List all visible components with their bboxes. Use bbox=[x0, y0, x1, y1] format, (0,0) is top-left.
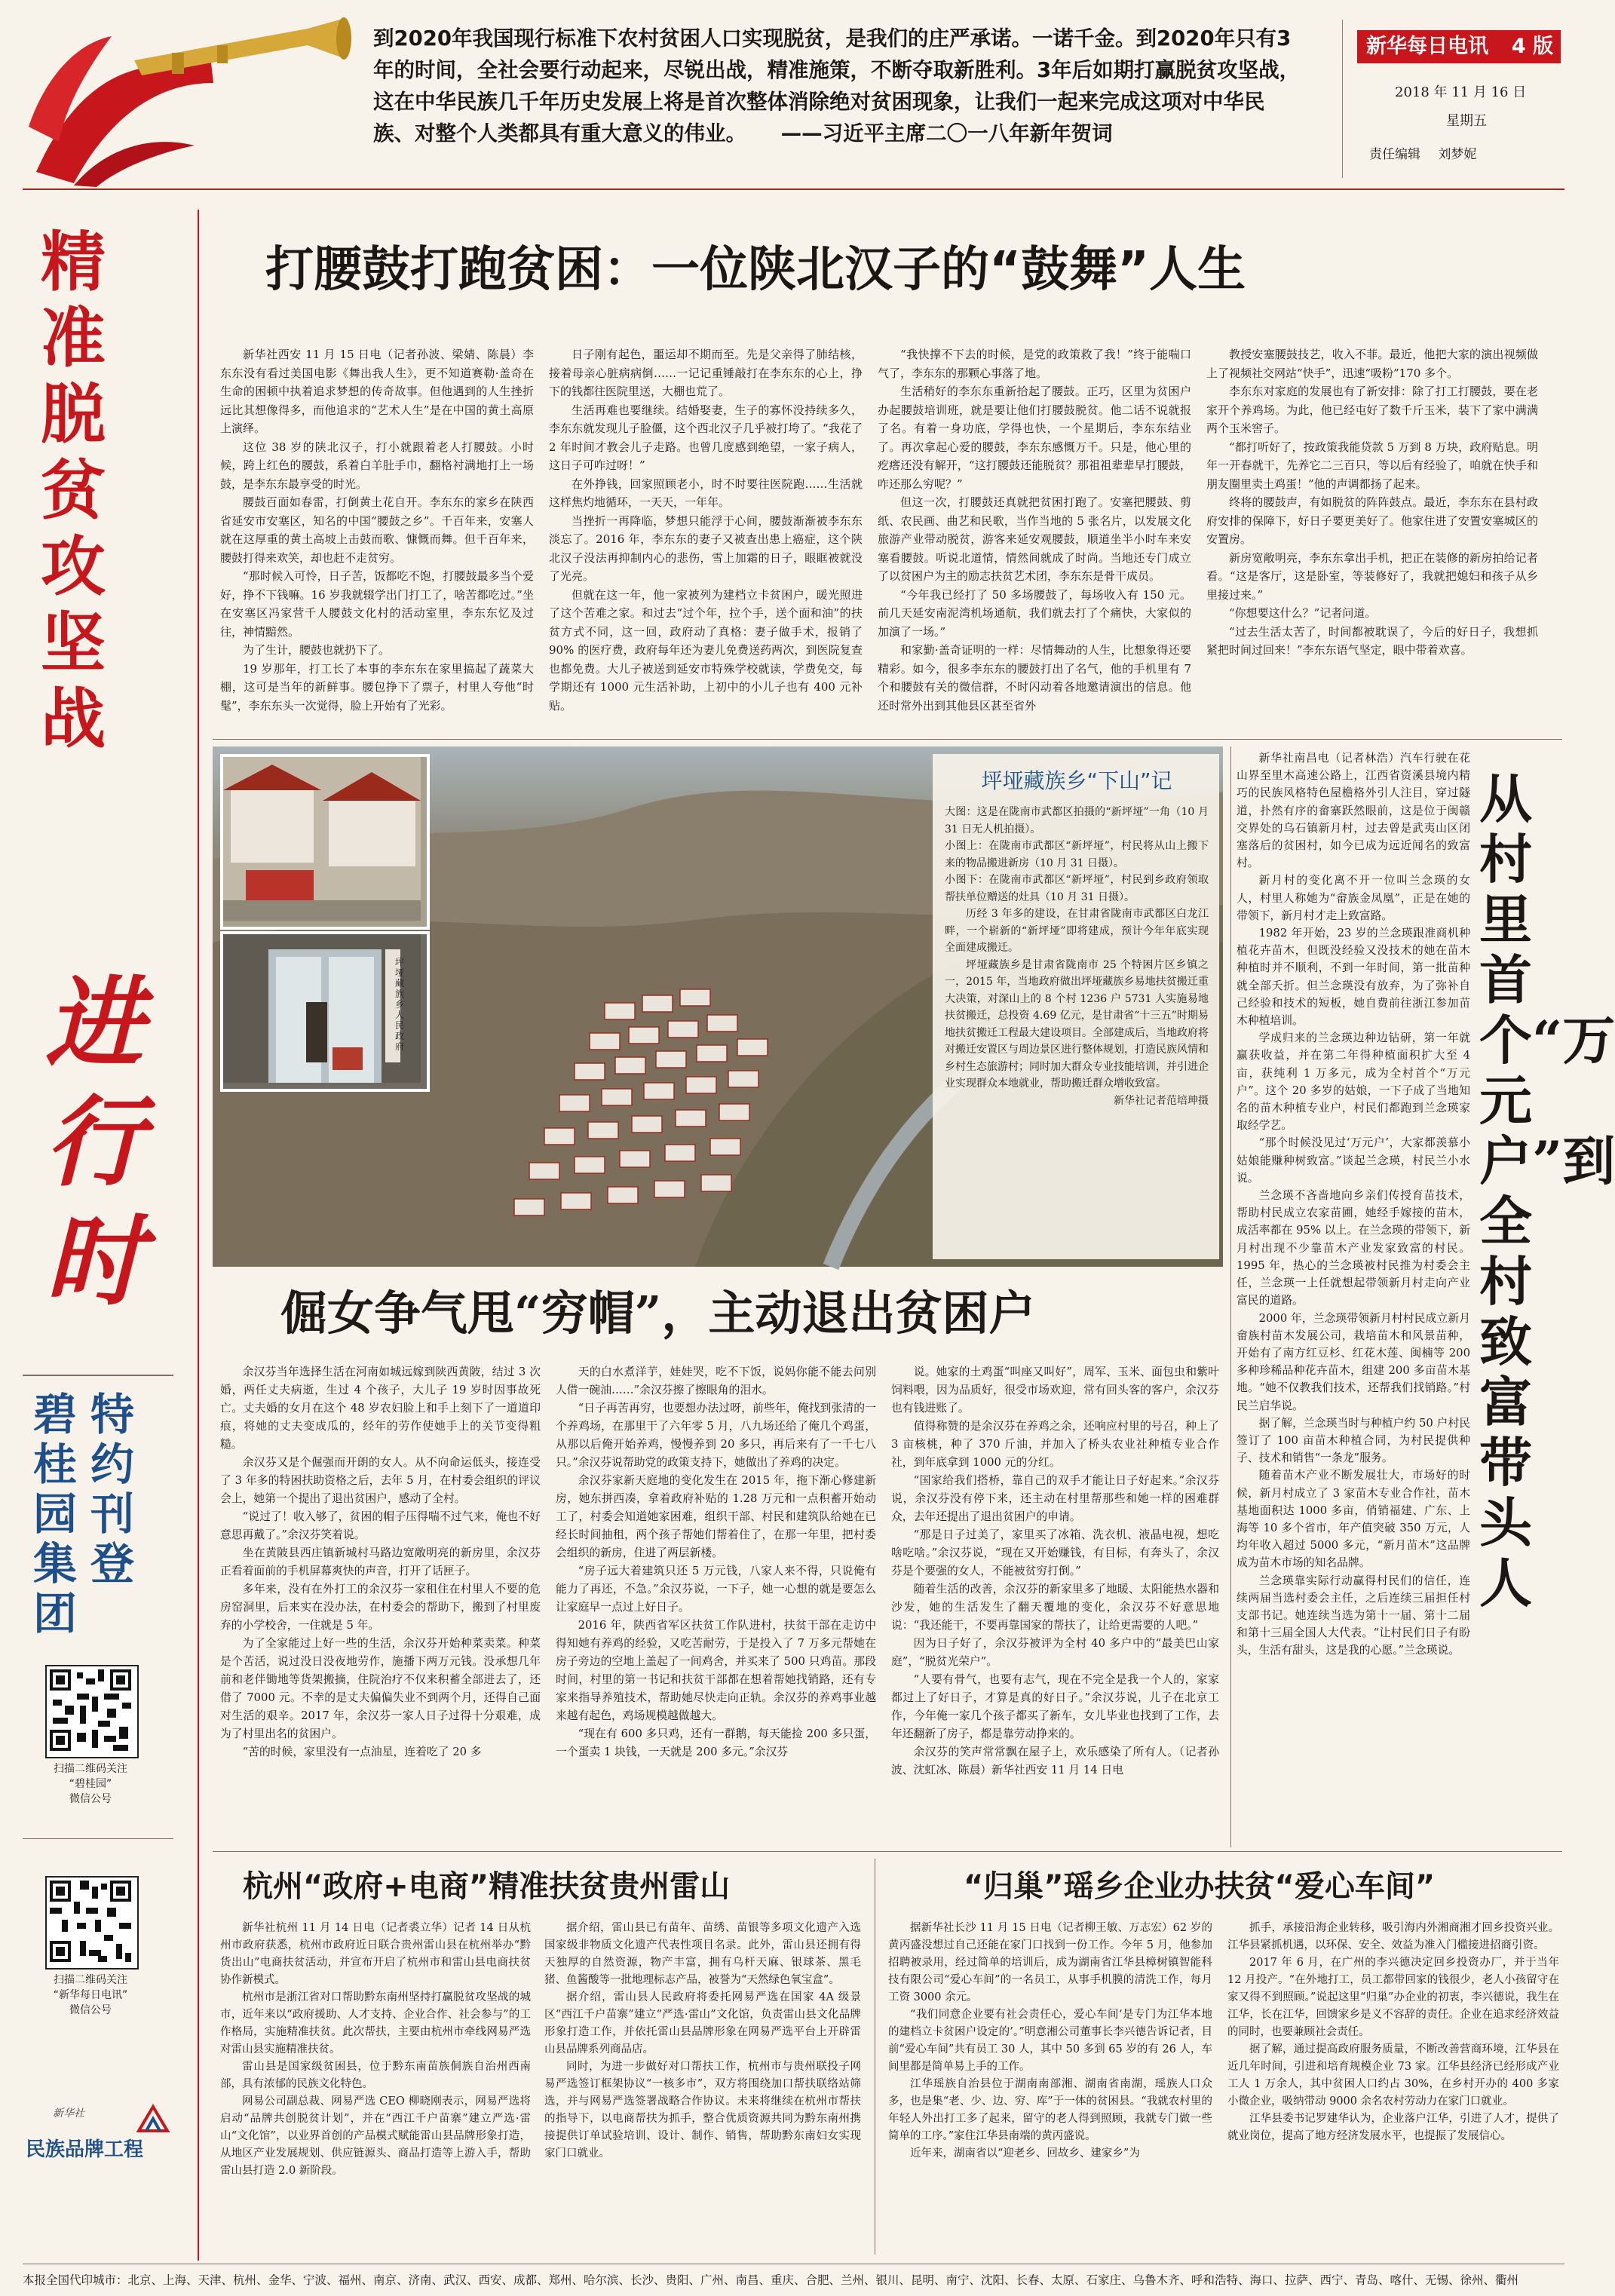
article-hangzhou-ecommerce bbox=[213, 1855, 869, 2255]
township-office-photo bbox=[220, 931, 430, 1092]
moving-belongings-photo bbox=[220, 754, 430, 930]
article5-headline: “归巢”瑶乡企业办扶贫“爱心车间” bbox=[964, 1869, 1436, 1904]
editor-credit bbox=[1369, 143, 1476, 162]
paragraph: 新房宽敞明亮，李东东拿出手机，把正在装修的新房拍给记者看。“这是客厅，这是卧室，等装修好了，我就把媳妇和孩子从乡里接过来。” bbox=[1206, 550, 1538, 602]
masthead bbox=[0, 0, 1585, 195]
paragraph: 余汉芬的笑声常常飘在屋子上，欢乐感染了所有人。（记者孙波、沈虹冰、陈晨）新华社西安 11 月 14 日电 bbox=[891, 1746, 1219, 1776]
article3-column-1 bbox=[220, 1363, 541, 1846]
article-wanyuanhu bbox=[1237, 746, 1615, 1847]
paragraph: “都打听好了，按政策我能贷款 5 万到 8 万块，政府贴息。明年一开春就干，先养它二三百只，等以后有经验了，咱就在快手和朋友圈里卖土鸡蛋！”他的声调都扬了起来。 bbox=[1206, 440, 1538, 491]
paragraph: 历经 3 年多的建设，在甘肃省陇南市武都区白龙江畔，一个崭新的“新坪垭”即将建成，预计今年年底实现全面建成搬迁。 bbox=[945, 908, 1209, 954]
quote-line-4: 族、对整个人类都具有重大意义的伟业。 bbox=[373, 121, 746, 146]
paragraph: 杭州市是浙江省对口帮助黔东南州坚持打赢脱贫攻坚战的城市，近年来以“政府援助、人才支持、企业合作、社会参与”的工作格局，实施精准扶贫。此次帮扶，主要由杭州市牵线网易严选对雷山县实施精准扶贫。 bbox=[220, 1991, 531, 2055]
paragraph: 据新华社长沙 11 月 15 日电（记者柳王敏、万志宏）62 岁的黄丙盛没想过自己还能在家门口找到一份工作。今年 5 月，他参加招聘被录用，经过简单的培训后，成为湖南省江华县樟树镇智能科技有限公司“爱心车间”的一名员工，从事手机膜的清洗工作，每月工资 3000 余元。 bbox=[888, 1922, 1212, 2003]
page-number: 4 版 bbox=[1511, 35, 1553, 58]
article1-column-2 bbox=[549, 345, 863, 737]
paragraph: 生活稍好的李东东重新拾起了腰鼓。正巧，区里为贫困户办起腰鼓培训班，就是要让他们打腰鼓脱贫。他二话不说就报了名。有着一身功底，学得也快，一个星期后，李东东结业了。再次拿起心爱的腰鼓，李东东感慨万千。只是，他心里的疙瘩还没有解开，“这打腰鼓还能脱贫？那祖祖辈辈早打腰鼓，咋还那么穷呢？” bbox=[878, 385, 1191, 491]
paragraph: “我们同意企业要有社会责任心，爱心车间‘是专门为江华本地的建档立卡贫困户设定的’。”明意湘公司董事长李兴德告诉记者，目前“爱心车间”共有员工 30 人，其中 50 多到 65 岁的有 26 人，车间里都是简单易上手的工作。 bbox=[888, 2009, 1212, 2073]
brand-mark-icon bbox=[136, 2104, 170, 2134]
paragraph: 兰念瑛靠实际行动赢得村民们的信任，连续两届当选村委会主任，之后连续三届担任村支部书记。她连续当选为第十一届、第十二届和第十三届全国人大代表。“让村民们日子有盼头，生活有甜头，这是我的心愿。”兰念瑛说。 bbox=[1237, 1574, 1470, 1657]
paragraph: 2017 年 6 月，在广州的李兴德决定回乡投资办厂，并于当年 12 月投产。“在外地打工，员工都带回家的钱很少，老人小孩留守在家又得不到照顾。”说起这里“归巢”办企业的初衷，李兴德说，我生在江华，长在江华，回馈家乡是义不容辞的责任。企业在追求经济效益的同时，也要兼顾社会责任。 bbox=[1227, 1957, 1559, 2038]
article2-body bbox=[1237, 749, 1470, 1843]
paragraph: “那个时候没见过‘万元户’，大家都羡慕小姑娘能赚种树致富。”谈起兰念瑛，村民兰小水说。 bbox=[1237, 1136, 1470, 1185]
article3-column-3 bbox=[891, 1363, 1219, 1846]
brand-logo bbox=[23, 2095, 173, 2185]
paragraph: 多年来，没有在外打工的余汉芬一家租住在村里人不要的危房窑洞里，后来实在没办法，在村委会的帮助下，搬到了村里废弃的小学校舍，一住就是 5 年。 bbox=[220, 1583, 541, 1632]
photo-caption-panel bbox=[933, 754, 1219, 1259]
paragraph: 但这一次，打腰鼓还真就把贫困打跑了。安塞把腰鼓、剪纸、农民画、曲艺和民歌，当作当地的 5 张名片，以发展文化旅游产业带动脱贫，游客来延安观腰鼓，顺道坐半小时车来安塞看腰鼓。听说北道情，情然间就成了时尚。当地还专门成立了以贫困户为主的励志扶贫艺术团，李东东是骨干成员。 bbox=[878, 495, 1191, 583]
paragraph: 坪垭藏族乡是甘肃省陇南市 25 个特困片区乡镇之一，2015 年，当地政府做出坪垭藏族乡易地扶贫搬迁重大决策，对深山上的 8 个村 1236 户 5731 人实施易地扶贫搬迁，总投资 4.69 亿元，是甘肃省“十三五”时期易地扶贫搬迁工程最大建设项目。全部建成后，当地政府将对搬迁安置区与周边景区进行整体规划，打造民族风情和乡村生态旅游村；同时加大群众专业技能培训，并引进企业实现群众本地就业，帮助搬迁群众增收致富。 bbox=[945, 958, 1209, 1090]
qr2-caption-line: 微信公号 bbox=[69, 2004, 112, 2016]
paper-nameplate bbox=[1357, 30, 1561, 63]
column-banner bbox=[23, 210, 192, 2261]
paragraph: 江华瑶族自治县位于湖南南部湘、湖南省南湖，瑶族人口众多，也是集“老、少、边、穷、库”于一体的贫困县。“我就农村里的年轻人外出打工多了起来，留守的老人得到照顾，我就专门做一些简单的工序。”家住江华县南端的黄丙盛说。 bbox=[888, 2078, 1212, 2142]
article4-column-1 bbox=[220, 1920, 531, 2252]
article1-column-4 bbox=[1206, 345, 1538, 737]
caption-text: 大图：这是在陇南市武都区拍摄的“新坪垭”一角（10 月 31 日无人机拍摄）。 bbox=[945, 806, 1209, 835]
brand-small-text: 新华社 bbox=[53, 2107, 84, 2120]
paragraph: 新华社南昌电（记者林浩）汽车行驶在花山界至里木高速公路上，江西省资溪县境内精巧的民族风格特色屋檐格外引人注目，穿过隧道，扑然有序的畲寨跃然眼前，这是位于闽赣交界处的乌石镇新月村，过去曾是武夷山区闭塞落后的贫困村，如今已成为远近闻名的致富村。 bbox=[1237, 752, 1470, 870]
sponsor-name: 碧桂园集团 bbox=[33, 1389, 78, 1639]
paragraph: 新华社西安 11 月 15 日电（记者孙波、梁婧、陈晨）李东东没有看过美国电影《舞出我人生》，更不知道赛勒·盖奇在生命的困顿中执着追求梦想的传奇故事。但他遇到的人生挫折远比其想像得多，而他追求的“艺术人生”是在中国的黄土高原上演绎。 bbox=[220, 348, 534, 435]
paragraph: 19 岁那年，打工长了本事的李东东在家里搞起了蔬菜大棚，这可是当年的新鲜事。腰包挣下了票子，村里人夸他“时髦”，李东东头一次觉得，脸上开始有了光彩。 bbox=[220, 661, 534, 713]
paragraph: 余汉芬家新天庭地的变化发生在 2015 年，拖下渐心修建新房，她东拼西凑，拿着政府补贴的 1.28 万元和一点积蓄开始动工了，村委会知道她家困难，组织干部、村民和建筑队给她在已经长时间抽租，两个孩子帮她们帮着住了，在那一年里，把村委会组织的新房，住进了两层新楼。 bbox=[556, 1474, 876, 1559]
qr1-caption bbox=[23, 1761, 158, 1807]
quote-line-2: 年的时间，全社会要行动起来，尽锐出战，精准施策，不断夺取新胜利。3年后如期打赢脱贫攻坚战， bbox=[373, 58, 1301, 82]
photo-credit: 新华社记者范培珅摄 bbox=[1114, 1094, 1209, 1107]
paragraph: 学成归来的兰念瑛边种边钻研，第一年就赢获收益，并在第二年得种植面积扩大至 4 亩，获纯利 1 万多元，成为全村首个“万元户”。这个 20 多岁的姑娘，一下子成了当地知名的苗木种植专业户，村民们都跑到兰念瑛家取经学艺。 bbox=[1237, 1032, 1470, 1133]
article-jianghua-workshop bbox=[881, 1855, 1567, 2255]
paragraph: “房子远大着建筑只还 5 万元钱，八家人来不得，只说俺有能力了再还，不急。”余汉芬说，一下子，她一心想的就是要怎么让家庭早一点过上好日子。 bbox=[556, 1565, 876, 1614]
paragraph: 坐在黄陂县西庄镇新城村马路边宽敞明亮的新房里，余汉芬正看着面前的手机屏幕爽快的声音，打开了话匣子。 bbox=[220, 1547, 541, 1577]
qr1-caption-line: “碧桂园” bbox=[69, 1778, 112, 1790]
paragraph: 随着生活的改善，余汉芬的新家里多了地暖、太阳能热水器和沙发，她的生活发生了翻天覆地的变化，余汉芬不好意思地说：“我还能干，不要再靠国家的帮扶了，让给更需要的人吧。” bbox=[891, 1583, 1219, 1632]
paragraph: 这位 38 岁的陕北汉子，打小就跟着老人打腰鼓。小时候，跨上红色的腰鼓，系着白羊肚手巾，翻格衬满地打上一场鼓，是李东东最享受的时光。 bbox=[220, 440, 534, 491]
quote-line-1: 到2020年我国现行标准下农村贫困人口实现脱贫，是我们的庄严承诺。一诺千金。到2020年只有3 bbox=[373, 26, 1292, 51]
paragraph: 李东东对家庭的发展也有了新安排：除了打工打腰鼓，要在老家开个养鸡场。为此，他已经屯好了数千斤玉米，装下了家中满满两个玉米窖子。 bbox=[1206, 385, 1538, 435]
paragraph: 值得称赞的是余汉芬在养鸡之余，还响应村里的号召，种上了 3 亩核桃，种了 370 斤油，并加入了桥头农业社种植专业合作社，到年底拿到 1000 元的分红。 bbox=[891, 1420, 1219, 1469]
article4-headline: 杭州“政府+电商”精准扶贫贵州雷山 bbox=[243, 1869, 731, 1904]
issue-weekday: 星期五 bbox=[1446, 113, 1487, 129]
houses-graphic bbox=[223, 757, 421, 921]
xi-quote-block bbox=[373, 23, 1301, 149]
trumpet-ribbon-icon bbox=[21, 14, 353, 187]
qr2-caption-line: “新华每日电讯” bbox=[53, 1989, 128, 2001]
qr2-caption bbox=[23, 1973, 158, 2018]
article-stubborn-woman bbox=[213, 1274, 1227, 1847]
article1-column-3 bbox=[878, 345, 1191, 737]
paragraph: 据介绍，雷山县人民政府将委托网易严选在国家 4A 级景区“西江千户苗寨”建立“严选·雷山”文化馆，负责雷山县文化品牌形象打造工作，并依托雷山县品牌形象在网易严选平台上开辟雷山县品牌系列商品店。 bbox=[544, 1991, 861, 2055]
paragraph: 2016 年，陕西省军区扶贫工作队进村，扶贫干部在走访中得知她有养鸡的经验，又吃苦耐劳，于是投入了 7 万多元帮她在房子旁边的空地上盖起了一间鸡舍，并买来了 500 只鸡苗。那段时间，村里的第一书记和扶贫干部都在想着帮她找销路，还有专家来指导养殖技术，帮助她尽快走向正轨。余汉芬的养鸡事业越来越有起色，鸡场规模越做越大。 bbox=[556, 1619, 876, 1722]
paragraph: “我快撑不下去的时候，是党的政策救了我！”终于能喘口气了，李东东的那颗心事落了地。 bbox=[878, 348, 1191, 380]
photo-feature bbox=[213, 746, 1227, 1267]
paragraph: “国家给我们搭桥，靠自己的双手才能让日子好起来。”余汉芬说，余汉芬没有停下来，还主动在村里帮那些和她一样的困难群众，去年还提出了退出贫困户的申请。 bbox=[891, 1474, 1219, 1523]
column-title: 精准脱贫攻坚战 bbox=[41, 225, 106, 757]
paragraph: 据了解，兰念瑛当时与种植户约 50 户村民签订了 100 亩苗木种植合同，为村民提供种子、技术和销售“一条龙”服务。 bbox=[1237, 1416, 1470, 1465]
article2-headline: 从村里首个“万元户”到全村致富带头人 bbox=[1479, 768, 1615, 1614]
qr1-caption-line: 扫描二维码关注 bbox=[54, 1763, 127, 1775]
article1-column-1 bbox=[220, 345, 534, 737]
qr2-caption-line: 扫描二维码关注 bbox=[54, 1974, 127, 1986]
editor-name: 刘梦妮 bbox=[1438, 147, 1477, 162]
editor-label: 责任编辑 bbox=[1369, 147, 1420, 162]
paragraph: 据介绍，雷山县已有苗年、苗绣、苗银等多项文化遗产入选国家级非物质文化遗产代表性项目名录。此外，雷山县还拥有得天独厚的自然资源，物产丰富，拥有乌杆天麻、银球茶、黑毛猪、鱼酱酸等一批地理标志产品，被誉为“天然绿色氧宝盒”。 bbox=[544, 1922, 861, 1986]
quote-source: ——习近平主席二〇一八年新年贺词 bbox=[780, 121, 1113, 146]
qr-code-biguiyuan[interactable] bbox=[45, 1665, 139, 1758]
paragraph: “人要有骨气，也要有志气，现在不完全是我一个人的，家家都过上了好日子，才算是真的好日子。”余汉芬说，儿子在北京工作，今年俺一家几个孩子都买了新车，女儿毕业也找到了工作，去年还翻新了房子，都是靠劳动挣来的。 bbox=[891, 1673, 1219, 1740]
paragraph: 生活再难也要继续。结婚娶妻，生子的寡怀没持续多久，李东东就发现儿子脸僵，这个西北汉子几乎被打垮了。“我花了 2 年时间才教会儿子走路。也曾几度感到绝望，一家子病人，这日子可咋过呀！” bbox=[549, 403, 863, 472]
paragraph: “现在有 600 多只鸡，还有一群鹅，每天能捡 200 多只蛋，一个蛋卖 1 块钱，一天就是 200 多元。”余汉芬 bbox=[556, 1727, 876, 1758]
paragraph: 日子刚有起色，噩运却不期而至。先是父亲得了肺结核，接着母亲心脏病病倒……一记记重锤敲打在李东东的心上，挣下的钱都往医院里送，大棚也荒了。 bbox=[549, 348, 863, 398]
paragraph: “苦的时候，家里没有一点油星，连着吃了 20 多 bbox=[242, 1746, 482, 1758]
brand-name: 民族品牌工程 bbox=[26, 2138, 144, 2161]
paragraph: 雷山县是国家级贫困县，位于黔东南苗族侗族自治州西南部，具有浓郁的民族文化特色。 bbox=[220, 2061, 531, 2090]
paragraph: 余汉芬当年选择生活在河南如城远嫁到陕西黄陂，结过 3 次婚，两任丈夫病逝，生过 4 个孩子，大儿子 19 岁时因事故死亡。丈夫婚的女月在这个 48 岁农妇脸上和手上刻下了一道道印痕，将她的丈夫变成瓜的，经年的劳作使她手上的关节变得粗糙。 bbox=[220, 1366, 541, 1451]
paragraph: “过去生活太苦了，时间都被耽误了，今后的好日子，我想抓紧把时间过回来！”李东东语气坚定，眼中带着欢喜。 bbox=[1206, 624, 1538, 657]
paragraph: 当挫折一再降临，梦想只能浮于心间，腰鼓渐渐被李东东淡忘了。2016 年，李东东的妻子又被查出患上癌症，这个陕北汉子没法再抑制内心的悲伤，雪上加霜的日子，眼眶被就没了光亮。 bbox=[549, 513, 863, 583]
paragraph: 余汉芬又是个倔强而开朗的女人。从不向命运低头，接连受了 3 年多的特困扶助资格之后，去年 5 月，在村委会组织的评议会上，她第一个提出了退出贫困户，感动了全村。 bbox=[220, 1456, 541, 1505]
quote-line-3: 这在中华民族几千年历史发展上将是首次整体消除绝对贫困现象，让我们一起来完成这项对中华民 bbox=[373, 90, 1265, 114]
paragraph: “那时候入可怜，日子苦，饭都吃不饱，打腰鼓最多当个爱好，挣不下钱嘛。16 岁我就辍学出门打工了，啥苦都吃过。”坐在安塞区冯家营千人腰鼓文化村的活动室里，李东东忆及过往，神情黯然。 bbox=[220, 569, 534, 639]
paragraph: “今年我已经打了 50 多场腰鼓了，每场收入有 150 元。前几天延安南泥湾机场通航，我们就去打了个痛快，大家似的加演了一场。” bbox=[878, 587, 1191, 639]
qr-pattern-icon bbox=[47, 1666, 134, 1754]
article3-headline: 倔女争气甩“穷帽”，主动退出贫困户 bbox=[280, 1286, 1036, 1341]
paragraph: “说过了！收入够了，贫困的帽子压得喘不过气来，俺也不好意思再戴了。”余汉芬笑着说。 bbox=[220, 1510, 541, 1541]
caption-text: 小图上：在陇南市武都区“新坪垭”，村民将从山上搬下来的物品搬进新房（10 月 31 日摄）。 bbox=[945, 840, 1209, 869]
qr1-caption-line: 微信公号 bbox=[69, 1793, 112, 1805]
paragraph: 1982 年开始，23 岁的兰念瑛跟准商机种植花卉苗木，但既没经验又没技术的她在苗木种植时并不顺利，不到一年时间，第一批苗种就全部夭折。但兰念瑛没有放弃，为了弥补自己经验和技术的短板，她自费前往浙江参加苗木种植培训。 bbox=[1237, 927, 1470, 1028]
paragraph: 同时，为进一步做好对口帮扶工作，杭州市与贵州联投子网易严选签订框架协议“一核多市”，双方将围绕加口帮扶联络站筛选，并与网易严选签署战略合作协议。未来将继续在杭州市帮扶的指导下，以电商帮扶为抓手，整合优质资源共同为黔东南州携接提供订单试验培训、设计、制作、销售，帮助黔东南妇女实现家门口就业。 bbox=[544, 2061, 861, 2160]
paragraph: 终将的腰鼓声，有如脱贫的阵阵鼓点。最近，李东东在县村政府安排的保障下，好日子要更美好了。他家住进了安置安塞城区的安置房。 bbox=[1206, 495, 1538, 546]
paragraph: 但就在这一年，他一家被列为建档立卡贫困户，暖光照进了这个苦难之家。和过去“过个年，拉个手，送个面和油”的扶贫方式不同，这一回，政府动了真格：妻子做手术，报销了 90% 的医疗费，政府每年还为妻儿免费送药两次，到医院复查也都免费。大儿子被送到延安市特殊学校就读，学费免交，每学期还有 1000 元生活补助，上初中的小儿子也有 400 元补贴。 bbox=[549, 587, 863, 713]
paragraph: 江华县委书记罗建华认为，企业落户江华，引进了人才，提供了就业岗位，提高了地方经济发展水平，也提振了发展信心。 bbox=[1227, 2113, 1559, 2142]
article-waist-drum bbox=[213, 210, 1562, 737]
article1-headline: 打腰鼓打跑贫困：一位陕北汉子的“鼓舞”人生 bbox=[265, 242, 1246, 298]
paragraph: 网易公司副总裁、网易严选 CEO 柳晓刚表示，网易严选将启动“品牌共创脱贫计划”，并在“西江千户苗寨”建立严选·雷山“文化馆”，以业界首创的产品模式赋能雷山县品牌形象打造，从地区产业发展规划、供应链源头、商品打造等上游入手，帮助雷山县打造 2.0 新阶段。 bbox=[220, 2095, 531, 2177]
office-door-graphic bbox=[223, 934, 421, 1083]
article5-column-2 bbox=[1227, 1920, 1559, 2252]
column-subtitle: 进行时 bbox=[45, 965, 144, 1319]
paragraph: 在外挣钱，回家照顾老小，时不时要往医院跑……生活就这样焦灼地循环，一天天，一年年。 bbox=[549, 477, 863, 509]
caption-text: 小图下：在陇南市武都区“新坪垭”，村民到乡政府领取帮扶单位赠送的灶具（10 月 31 日摄）。 bbox=[945, 874, 1209, 903]
qr-pattern-icon bbox=[47, 1878, 134, 1965]
photo-feature-title: 坪垭藏族乡“下山”记 bbox=[981, 768, 1172, 793]
paragraph: 教授安塞腰鼓技艺，收入不菲。最近，他把大家的演出视频做上了视频社交网站“快手”，迅速“吸粉”170 多个。 bbox=[1206, 348, 1538, 380]
article5-column-1 bbox=[888, 1920, 1212, 2252]
paper-name: 新华每日电讯 bbox=[1366, 35, 1488, 58]
paragraph: 说。她家的土鸡蛋“叫座又叫好”，周军、玉米、面包虫和紫叶饲料喂，因为品质好，很受市场欢迎，常有回头客的客户，余汉芬也有钱进账了。 bbox=[891, 1366, 1219, 1415]
paragraph: “日子再苦再穷，也要想办法过呀，前些年，俺找到张清的一个养鸡场，在那里干了六年零 5 月，八九场还给了俺几个鸡蛋，从那以后俺开始养鸡，慢慢养到 20 多只，再后来有了一千七八只。”余汉芬说帮助党的政策支持下，她做出了养鸡的决定。 bbox=[556, 1402, 876, 1469]
paragraph: 据了解，通过提高政府服务质量，不断改善营商环境，江华县在近几年时间，引进和培育规模企业 73 家。江华县经济已经形成产业工人 1 万余人，其中贫困人口约占 30%，在乡村开办的 400 多家小微企业，吸纳带动 9000 余名农村劳动力在家门口就业。 bbox=[1227, 2043, 1559, 2107]
township-sign-text: 坪垭藏族乡人民政府 bbox=[395, 957, 405, 1052]
paragraph: 近年来，湖南省以“迎老乡、回故乡、建家乡”为 bbox=[910, 2147, 1140, 2160]
paragraph: “你想要这什么？”记者问道。 bbox=[1229, 606, 1377, 620]
paragraph: 和家勤·盖奇证明的一样：尽情舞动的人生，比想象得还要精彩。如今，很多李东东的腰鼓打出了名气，他的手机里有 7 个和腰鼓有关的微信群，不时闪动着各地邀请演出的信息。他还时常外出到其他县区甚至省外 bbox=[878, 643, 1191, 713]
paragraph: 为了生计，腰鼓也就扔下了。 bbox=[243, 643, 391, 657]
paragraph: “那是日子过美了，家里买了冰箱、洗衣机、液晶电视，想吃啥吃啥。”余汉芬说，“现在又开始赚钱，有目标，有奔头了，余汉芬是个要强的女人，不能被贫穷打倒。” bbox=[891, 1528, 1219, 1577]
issue-date: 2018 年 11 月 16 日 bbox=[1395, 84, 1527, 100]
paragraph: 新华社杭州 11 月 14 日电（记者裘立华）记者 14 日从杭州市政府获悉，杭州市政府近日联合贵州雷山县在杭州举办“黔货出山”电商扶贫活动，并宣布开启了杭州市和雷山县电商扶贫协作新模式。 bbox=[220, 1922, 531, 1986]
article4-column-2 bbox=[544, 1920, 861, 2252]
article3-column-2 bbox=[556, 1363, 876, 1846]
paragraph: 兰念瑛不吝啬地向乡亲们传授育苗技术，帮助村民成立农家苗圃，她经手嫁接的苗木，成活率都在 95% 以上。在兰念瑛的带领下，新月村出现不少靠苗木产业发家致富的村民。1995 年，热心的兰念瑛被村民推为村委会主任，兰念瑛一上任就想起带领新月村走向产业富民的道路。 bbox=[1237, 1189, 1470, 1307]
paragraph: 抓手，承接沿海企业转移，吸引海内外湘商湘才回乡投资兴业。江华县紧抓机遇，以环保、安全、效益为准入门槛接进招商引资。 bbox=[1227, 1922, 1559, 1951]
qr-code-xinhua-daily[interactable] bbox=[45, 1876, 139, 1970]
paragraph: 腰鼓百面如春雷，打倒黄土花自开。李东东的家乡在陕西省延安市安塞区，知名的中国“腰鼓之乡”。千百年来，安塞人就在这厚重的黄土高坡上击鼓而歌、慷慨而舞。但千百年来，腰鼓打得来欢笑，却也赶不走贫穷。 bbox=[220, 495, 534, 565]
sponsor-label: 特约刊登 bbox=[90, 1389, 135, 1589]
paragraph: 新月村的变化离不开一位叫兰念瑛的女人，村里人称她为“畲族金凤凰”，正是在她的带领下，新月村才走上致富路。 bbox=[1237, 874, 1470, 922]
paragraph: 天的白水煮洋芋，娃娃哭，吃不下饭，说妈你能不能去问别人借一碗油……”余汉芬擦了擦眼角的泪水。 bbox=[556, 1366, 876, 1396]
print-sites-footer: 本报全国代印城市：北京、上海、天津、杭州、金华、宁波、福州、南京、济南、武汉、西安、成都、郑州、哈尔滨、长沙、贵阳、广州、南昌、重庆、合肥、兰州、银川、昆明、南宁、沈阳、长春、太原、石家庄、乌鲁木齐、呼和浩特、海口、拉萨、西宁、青岛、喀什、无锡、徐州、衢州 bbox=[23, 2273, 1519, 2287]
paragraph: 2000 年，兰念瑛带领新月村村民成立新月畲族村苗木发展公司，栽培苗木和风景苗种，开始有了南方红豆杉、红花木莲、闽楠等 200 多种珍稀品种花卉苗木，组建 200 多亩苗木基地。“她不仅教我们技术，还帮我们找销路。”村民兰启华说。 bbox=[1237, 1311, 1470, 1412]
paragraph: 随着苗木产业不断发展壮大，市场好的时候，新月村成立了 3 家苗木专业合作社，苗木基地面积达 1000 多亩，俏销福建、广东、上海等 10 多个省市，年产值突破 350 万元，人均年收入超过 5000 多元，“新月苗木”这品牌成为苗木市场的知名品牌。 bbox=[1237, 1469, 1470, 1570]
paragraph: 因为日子好了，余汉芬被评为全村 40 多户中的“最美巴山家庭”，“脱贫光荣户”。 bbox=[891, 1637, 1219, 1668]
paragraph: 为了全家能过上好一些的生活，余汉芬开始种菜卖菜。种菜是个苦活，说过没日没夜地劳作，施播下两万元钱。没承想几年前和老伴锄地等货架搬摘，住院治疗不仅来积蓄全部进去了，还借了 7000 元。不幸的是丈夫偏偏失业不到两个月，还得自己面对生活的艰辛。2017 年，余汉芬一家人日子过得十分艰难，成为了村里出名的贫困户。 bbox=[220, 1637, 541, 1740]
